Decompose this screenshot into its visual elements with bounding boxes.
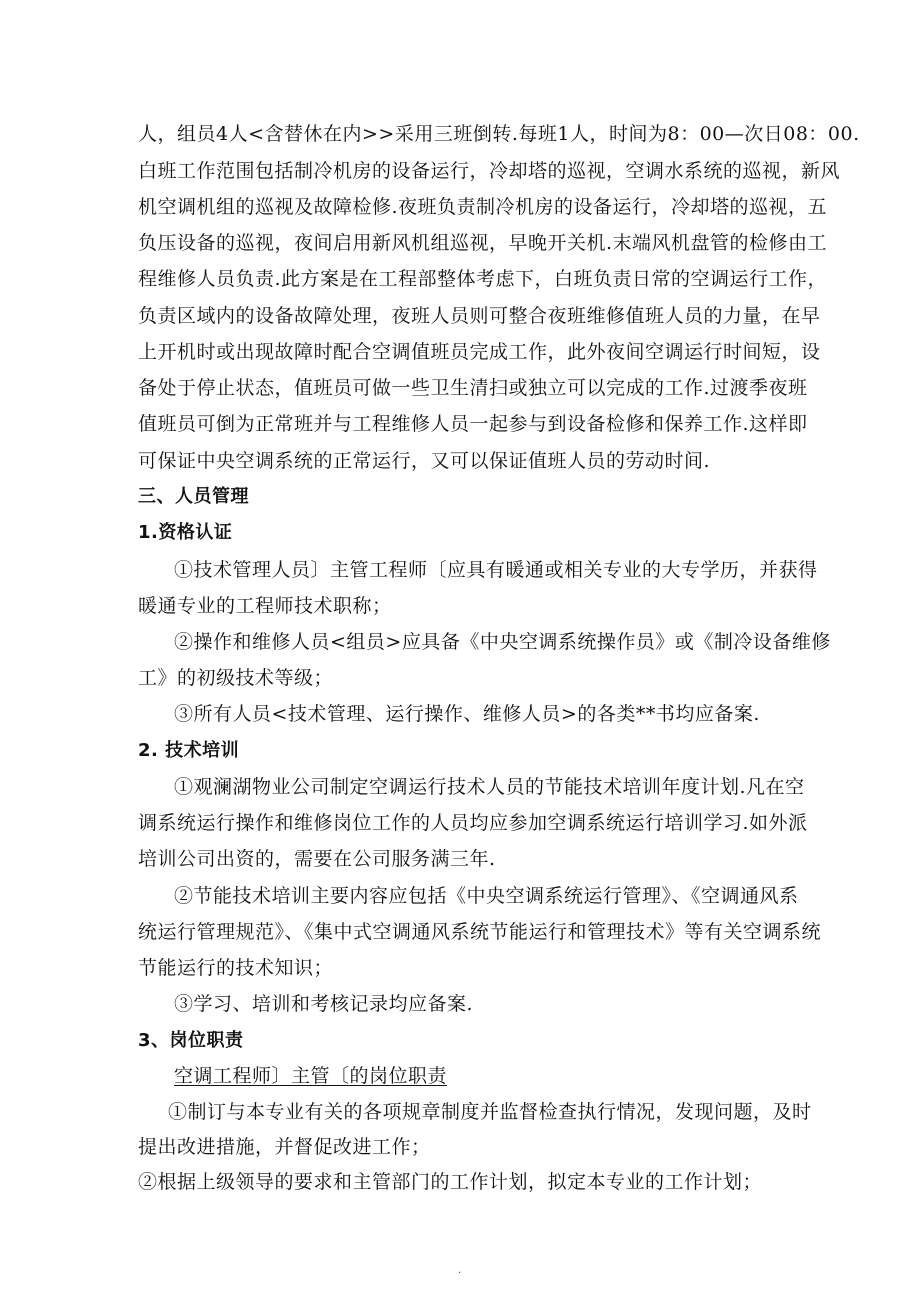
body-text-line: 负压设备的巡视，夜间启用新风机组巡视，早晚开关机.末端风机盘管的检修由工 <box>138 232 828 254</box>
body-text-line: 人，组员4人<含替休在内>>采用三班倒转.每班1人，时间为8：00—次日08：00. <box>138 123 860 145</box>
list-item-text: 调系统运行操作和维修岗位工作的人员均应参加空调系统运行培训学习.如外派 <box>138 812 808 834</box>
list-item-text: 工》的初级技术等级； <box>138 667 334 689</box>
list-item-text: ②根据上级领导的要求和主管部门的工作计划，拟定本专业的工作计划； <box>138 1171 763 1193</box>
list-item-text: ②节能技术培训主要内容应包括《中央空调系统运行管理》、《空调通风系 <box>174 885 799 907</box>
body-text-line: 程维修人员负责.此方案是在工程部整体考虑下，白班负责日常的空调运行工作， <box>138 268 828 290</box>
list-item-text: 培训公司出资的，需要在公司服务满三年. <box>138 848 496 870</box>
list-item-text: ①技术管理人员〕主管工程师〔应具有暖通或相关专业的大专学历，并获得 <box>174 559 818 581</box>
duty-subtitle: 空调工程师〕主管〔的岗位职责 <box>174 1065 448 1087</box>
subsection-heading: 2. 技术培训 <box>138 740 240 761</box>
body-text-line: 可保证中央空调系统的正常运行，又可以保证值班人员的劳动时间. <box>138 450 711 472</box>
subsection-heading: 1.资格认证 <box>138 522 233 543</box>
body-text-line: 白班工作范围包括制冷机房的设备运行，冷却塔的巡视，空调水系统的巡视，新风 <box>138 160 841 182</box>
list-item-text: 提出改进措施，并督促改进工作； <box>138 1136 431 1158</box>
list-item-text: ③所有人员<技术管理、运行操作、维修人员>的各类**书均应备案. <box>174 703 760 725</box>
list-item-text: ①观澜湖物业公司制定空调运行技术人员的节能技术培训年度计划.凡在空 <box>174 776 805 798</box>
list-item-text: 节能运行的技术知识； <box>138 957 334 979</box>
page-marker: . <box>458 1265 462 1276</box>
list-item-text: ②操作和维修人员<组员>应具备《中央空调系统操作员》或《制冷设备维修 <box>174 631 831 653</box>
list-item-text: ③学习、培训和考核记录均应备案. <box>174 993 474 1015</box>
body-text-line: 上开机时或出现故障时配合空调值班员完成工作，此外夜间空调运行时间短，设 <box>138 341 821 363</box>
subsection-heading: 3、岗位职责 <box>138 1030 244 1051</box>
body-text-line: 负责区域内的设备故障处理，夜班人员则可整合夜班维修值班人员的力量，在早 <box>138 305 821 327</box>
list-item-text: ①制订与本专业有关的各项规章制度并监督检查执行情况，发现问题，及时 <box>168 1101 812 1123</box>
list-item-text: 暖通专业的工程师技术职称； <box>138 595 392 617</box>
section-heading: 三、人员管理 <box>138 486 249 507</box>
body-text-line: 值班员可倒为正常班并与工程维修人员一起参与到设备检修和保养工作.这样即 <box>138 413 808 435</box>
list-item-text: 统运行管理规范》、《集中式空调通风系统节能运行和管理技术》等有关空调系统 <box>138 921 822 943</box>
body-text-line: 机空调机组的巡视及故障检修.夜班负责制冷机房的设备运行，冷却塔的巡视，五 <box>138 196 828 218</box>
body-text-line: 备处于停止状态，值班员可做一些卫生清扫或独立可以完成的工作.过渡季夜班 <box>138 377 808 399</box>
